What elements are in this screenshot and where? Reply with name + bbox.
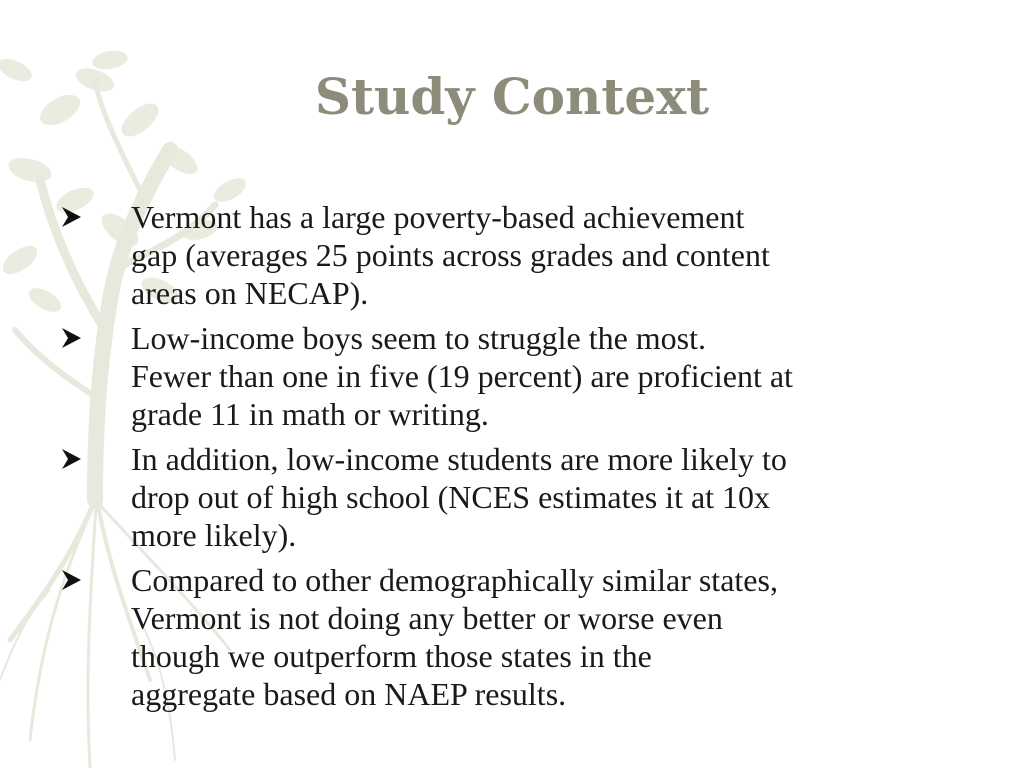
- bullet-text: Vermont has a large poverty-based achievement gap (averages 25 points across grades and content areas on NECAP).: [131, 199, 770, 311]
- bullet-item: [60, 561, 970, 713]
- arrowhead-bullet-icon: [60, 319, 131, 357]
- arrowhead-bullet-icon: [60, 198, 131, 236]
- bullet-text: Compared to other demographically similar states, Vermont is not doing any better or worse even though we outperform those states in the aggregate based on NAEP results.: [131, 562, 778, 712]
- bullet-item: [60, 319, 970, 433]
- bullet-list: [60, 198, 970, 720]
- arrowhead-bullet-icon: [60, 440, 131, 478]
- arrowhead-bullet-icon: [60, 561, 131, 599]
- bullet-item: [60, 440, 970, 554]
- bullet-text: In addition, low-income students are more likely to drop out of high school (NCES estimates it at 10x more likely).: [131, 441, 787, 553]
- bullet-item: [60, 198, 970, 312]
- slide-title: Study Context: [314, 67, 710, 126]
- bullet-text: Low-income boys seem to struggle the most. Fewer than one in five (19 percent) are proficient at grade 11 in math or writing.: [131, 320, 793, 432]
